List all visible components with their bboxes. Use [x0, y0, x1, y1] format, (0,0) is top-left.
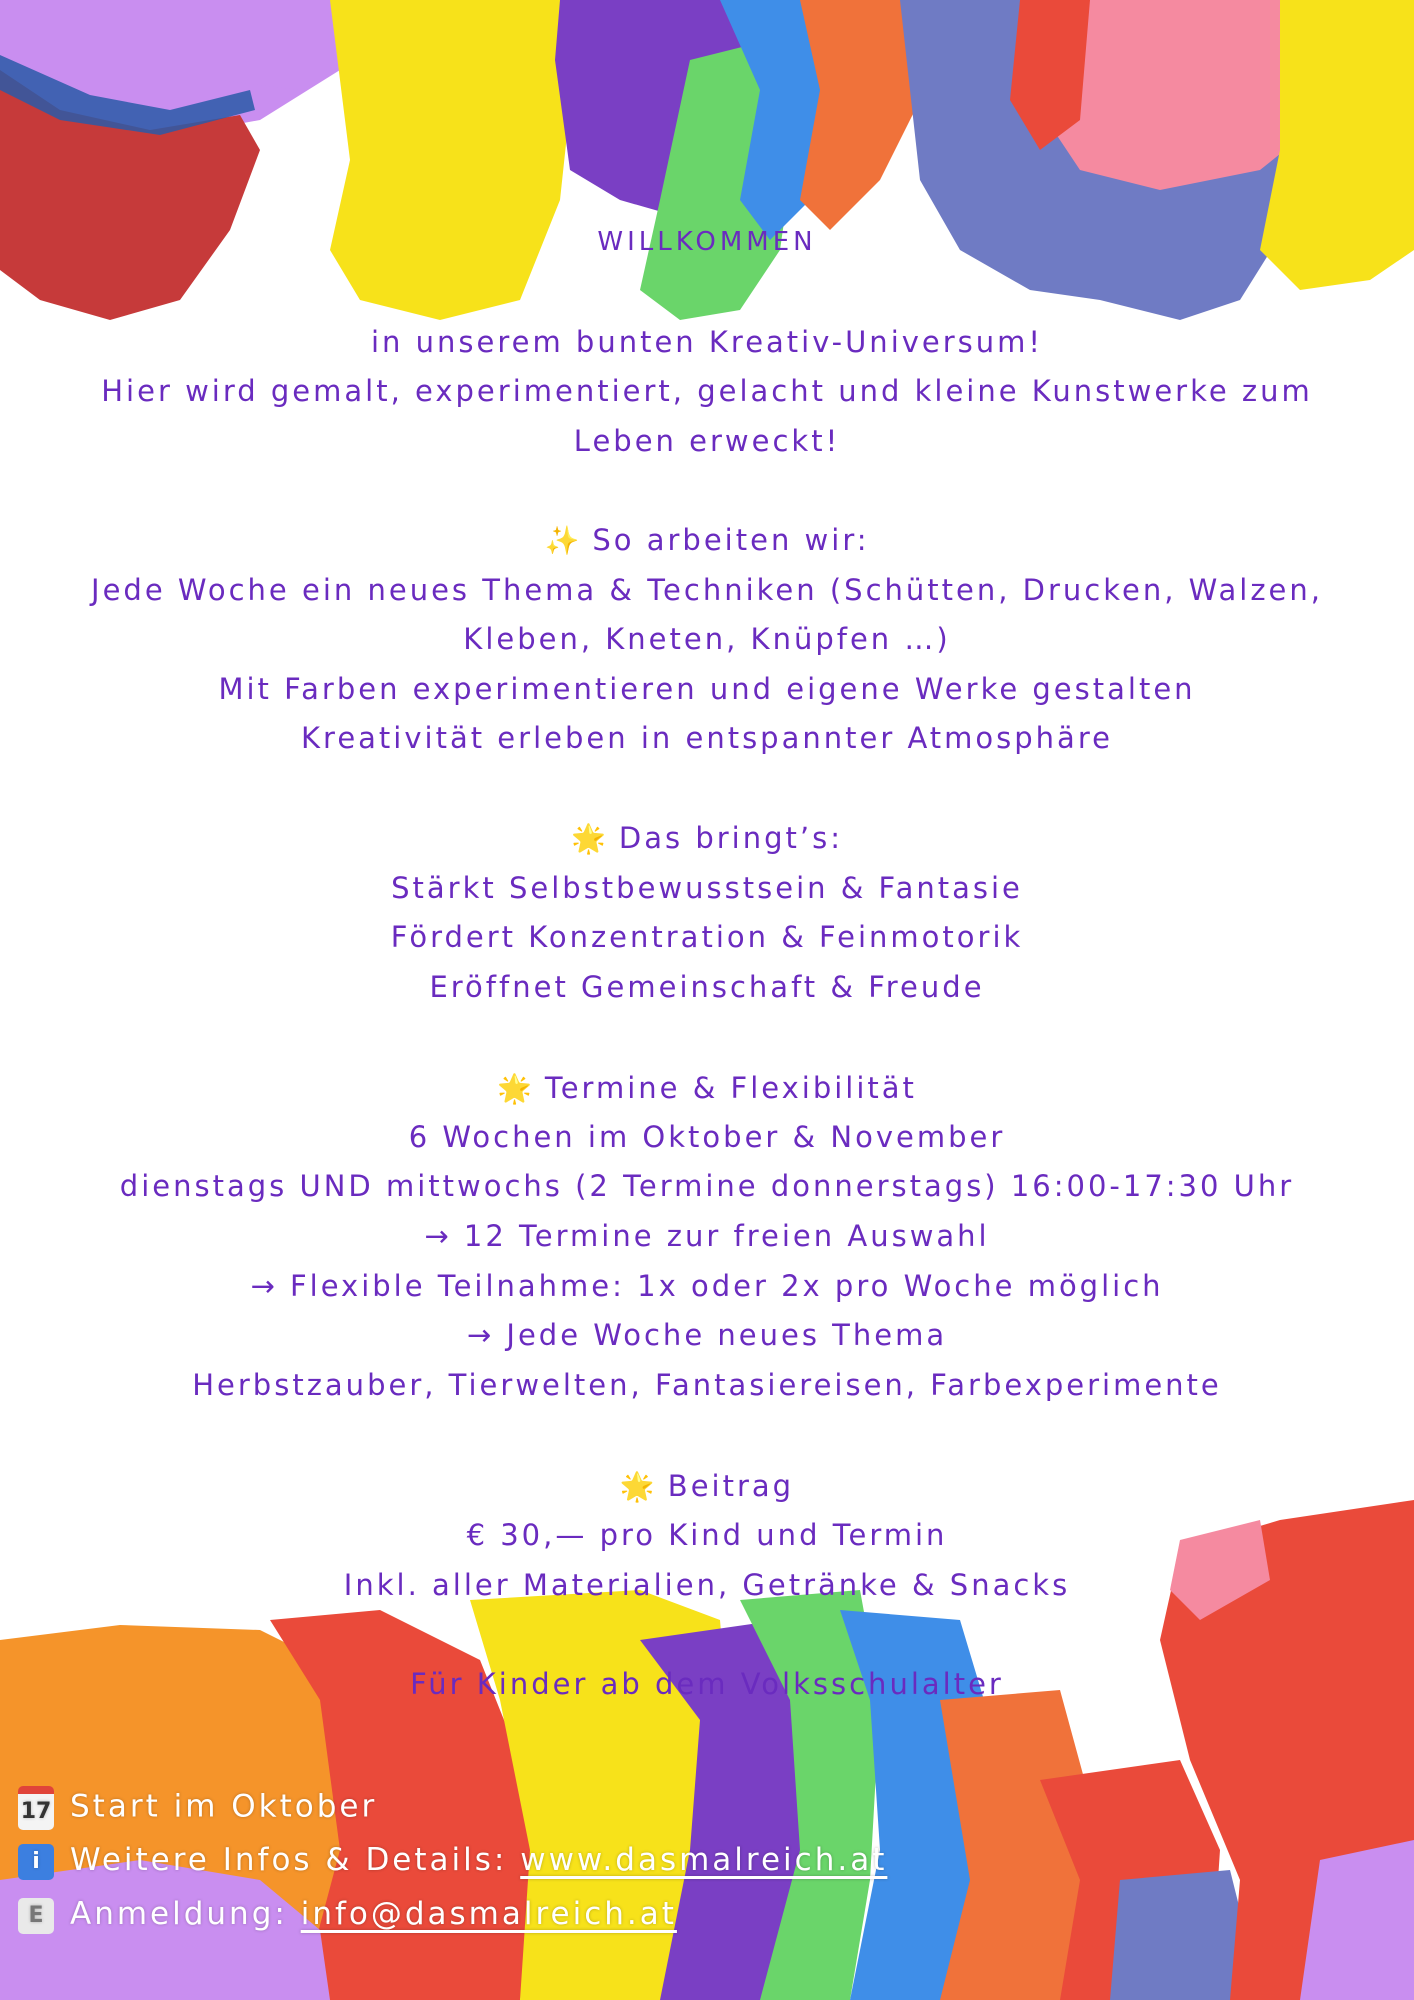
- intro-line: Leben erweckt!: [573, 424, 841, 458]
- calendar-icon: 17: [18, 1786, 54, 1830]
- footer-start-text: Start im Oktober: [70, 1788, 378, 1825]
- section-line: Stärkt Selbstbewusstsein & Fantasie: [391, 871, 1023, 905]
- glowing-star-icon: 🌟: [497, 1072, 535, 1105]
- email-link[interactable]: info@dasmalreich.at: [300, 1896, 677, 1932]
- section-heading-schedule: [40, 1068, 1374, 1109]
- section-heading-label: Beitrag: [667, 1469, 795, 1503]
- intro-line: Hier wird gemalt, experimentiert, gelacht und kleine Kunstwerke zum: [101, 374, 1313, 408]
- section-line: dienstags UND mittwochs (2 Termine donnerstags) 16:00-17:30 Uhr: [119, 1169, 1295, 1203]
- section-line: → Jede Woche neues Thema: [466, 1318, 948, 1352]
- section-line: Kreativität erleben in entspannter Atmosphäre: [301, 721, 1113, 755]
- section-line: → Flexible Teilnahme: 1x oder 2x pro Woche möglich: [250, 1269, 1164, 1303]
- section-line: Inkl. aller Materialien, Getränke & Snacks: [343, 1568, 1071, 1602]
- footer-info-label: Weitere Infos & Details:: [70, 1842, 508, 1878]
- section-line: Herbstzauber, Tierwelten, Fantasiereisen, Farbexperimente: [192, 1368, 1222, 1402]
- section-line: Mit Farben experimentieren und eigene Werke gestalten: [218, 672, 1196, 706]
- footer-start: [18, 1786, 377, 1830]
- section-heading-fee: [40, 1466, 1374, 1507]
- info-icon: i: [18, 1844, 54, 1880]
- section-line: Eröffnet Gemeinschaft & Freude: [429, 970, 985, 1004]
- envelope-icon: E: [18, 1898, 54, 1934]
- section-line: 6 Wochen im Oktober & November: [408, 1120, 1006, 1154]
- section-heading-label: Das bringt’s:: [618, 821, 843, 855]
- section-line: Fördert Konzentration & Feinmotorik: [390, 920, 1024, 954]
- website-link[interactable]: www.dasmalreich.at: [520, 1842, 888, 1878]
- section-heading-work: [40, 520, 1374, 561]
- section-heading-label: Termine & Flexibilität: [544, 1071, 917, 1105]
- sparkles-icon: ✨: [544, 524, 583, 557]
- section-heading-label: So arbeiten wir:: [592, 523, 870, 557]
- section-line: Jede Woche ein neues Thema & Techniken (Schütten, Drucken, Walzen,: [91, 573, 1323, 607]
- footer-signup: [18, 1894, 677, 1934]
- glowing-star-icon: 🌟: [619, 1470, 658, 1503]
- intro-line: in unserem bunten Kreativ-Universum!: [370, 325, 1044, 359]
- section-heading-benefits: [40, 818, 1374, 859]
- glowing-star-icon: 🌟: [571, 822, 609, 855]
- page-title: WILLKOMMEN: [597, 227, 817, 257]
- section-line: € 30,— pro Kind und Termin: [466, 1518, 948, 1552]
- section-line: Kleben, Kneten, Knüpfen …): [463, 622, 951, 656]
- section-line: → 12 Termine zur freien Auswahl: [424, 1219, 990, 1253]
- footer-signup-label: Anmeldung:: [70, 1896, 288, 1932]
- footer-info: [18, 1840, 887, 1880]
- audience-note: Für Kinder ab dem Volksschulalter: [410, 1667, 1004, 1701]
